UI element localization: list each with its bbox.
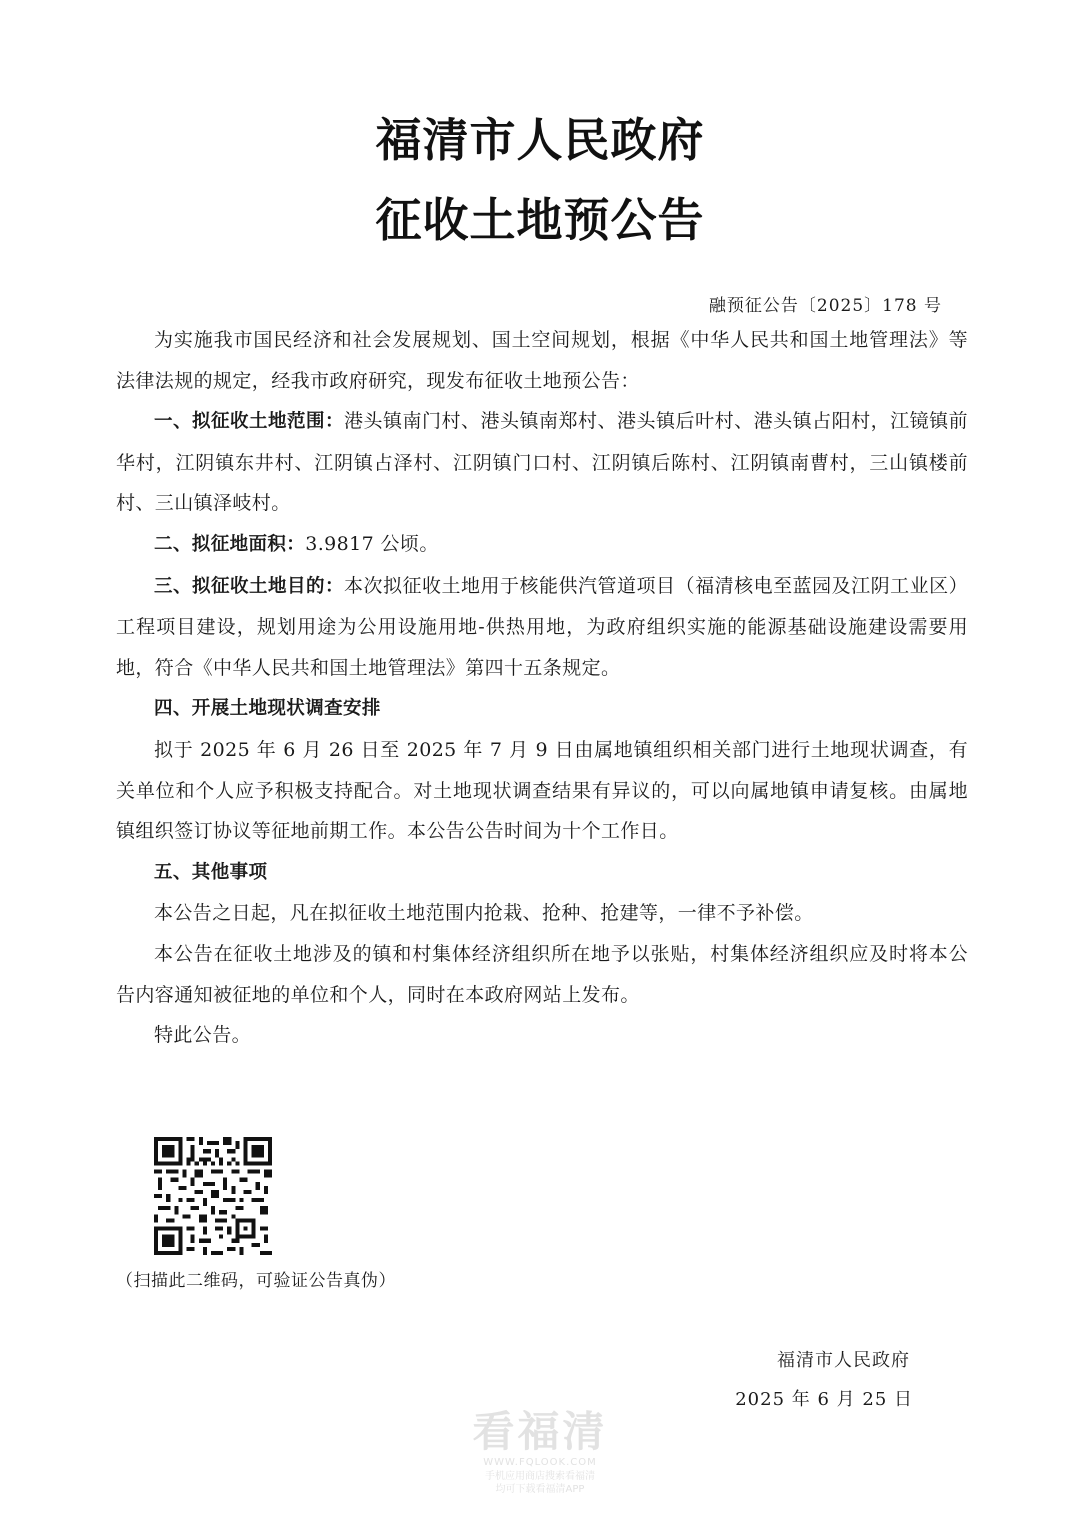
section-1-heading: 一、拟征收土地范围： [154, 411, 345, 433]
section-5-heading-line [116, 852, 968, 894]
section-5-text: 本公告之日起，凡在拟征收土地范围内抢栽、抢种、抢建等，一律不予补偿。 [154, 902, 814, 925]
verification-qr-code[interactable] [154, 1137, 272, 1255]
section-3-heading: 三、拟征收土地目的： [154, 575, 345, 597]
section-2-heading: 二、拟征地面积： [154, 533, 306, 555]
section-5-text-2: 本公告在征收土地涉及的镇和村集体经济组织所在地予以张贴，村集体经济组织应及时将本公告内容通知被征地的单位和个人，同时在本政府网站上发布。 [116, 942, 968, 1006]
watermark-slogan-2: 均可下载看福清APP [495, 1484, 585, 1495]
section-4-text: 拟于 2025 年 6 月 26 日至 2025 年 7 月 9 日由属地镇组织相关部门进行土地现状调查，有关单位和个人应予积极支持配合。对土地现状调查结果有异议的，可以向属地镇申请复核。由属地镇组织签订协议等征地前期工作。本公告公告时间为十个工作日。 [116, 738, 968, 843]
section-3-text: 本次拟征收土地用于核能供汽管道项目（福清核电至蓝园及江阴工业区）工程项目建设，规划用途为公用设施用地-供热用地，为政府组织实施的能源基础设施建设需要用地，符合《中华人民共和国土地管理法》第四十五条规定。 [116, 574, 968, 679]
section-5-heading: 五、其他事项 [154, 861, 268, 883]
section-3 [116, 566, 968, 689]
section-4-heading: 四、开展土地现状调查安排 [154, 698, 381, 720]
issuer-signature: 福清市人民政府 [777, 1350, 910, 1371]
intro-paragraph: 为实施我市国民经济和社会发展规划、国土空间规划，根据《中华人民共和国土地管理法》等法律法规的规定，经我市政府研究，现发布征收土地预公告： [116, 329, 968, 392]
site-watermark [460, 1408, 620, 1496]
section-4-heading-line [116, 688, 968, 730]
page-subtitle: 征收土地预公告 [375, 193, 705, 247]
section-2-text: 3.9817 公顷。 [305, 532, 439, 555]
closing-text: 特此公告。 [154, 1024, 252, 1047]
qr-caption: （扫描此二维码，可验证公告真伪） [116, 1271, 396, 1291]
section-1 [116, 401, 968, 524]
watermark-url: WWW.FQLOOK.COM [483, 1457, 597, 1468]
watermark-logo: 看福清 [472, 1407, 608, 1456]
page-title: 福清市人民政府 [375, 113, 705, 167]
section-1-text: 港头镇南门村、港头镇南郑村、港头镇后叶村、港头镇占阳村，江镜镇前华村，江阴镇东井村、江阴镇占泽村、江阴镇门口村、江阴镇后陈村、江阴镇南曹村，三山镇楼前村、三山镇泽岐村。 [116, 410, 968, 515]
notice-body [116, 320, 968, 1056]
document-number: 融预征公告〔2025〕178 号 [708, 296, 942, 316]
section-2 [116, 524, 968, 566]
watermark-slogan-1: 手机应用商店搜索看福清 [485, 1471, 595, 1482]
issue-date: 2025 年 6 月 25 日 [735, 1389, 913, 1410]
